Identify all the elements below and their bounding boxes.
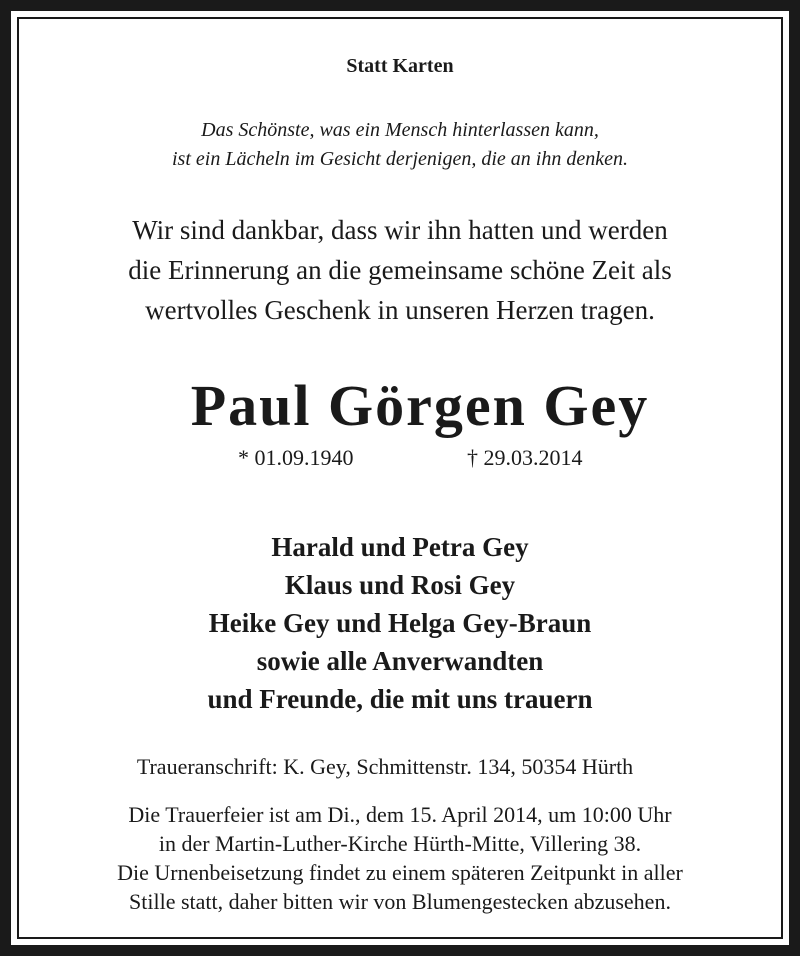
- family-line: Heike Gey und Helga Gey-Braun: [208, 608, 592, 638]
- quote-line: Das Schönste, was ein Mensch hinterlassen kann,: [201, 119, 599, 141]
- ceremony-line: Stille statt, daher bitten wir von Blumengestecken abzusehen.: [129, 889, 671, 914]
- ceremony-line: in der Martin-Luther-Kirche Hürth-Mitte, Villering 38.: [158, 831, 642, 856]
- statt-karten-heading: Statt Karten: [346, 55, 454, 77]
- quote-line: ist ein Lächeln im Gesicht derjenigen, die an ihn denken.: [171, 148, 628, 170]
- ceremony-line: Die Urnenbeisetzung findet zu einem späteren Zeitpunkt in aller: [117, 860, 683, 885]
- family-line: Harald und Petra Gey: [271, 532, 529, 562]
- thanks-line: wertvolles Geschenk in unseren Herzen tragen.: [145, 295, 655, 325]
- thanks-line: die Erinnerung an die gemeinsame schöne Zeit als: [128, 255, 672, 285]
- thanks-line: Wir sind dankbar, dass wir ihn hatten und werden: [132, 215, 668, 245]
- family-line: sowie alle Anverwandten: [256, 646, 544, 676]
- family-line: Klaus und Rosi Gey: [284, 570, 516, 600]
- death-date: † 29.03.2014: [467, 445, 583, 470]
- deceased-name: Paul Görgen Gey: [190, 373, 650, 438]
- ceremony-info: [0, 800, 800, 916]
- family-line: und Freunde, die mit uns trauern: [207, 684, 593, 714]
- ceremony-line: Die Trauerfeier ist am Di., dem 15. April 2014, um 10:00 Uhr: [128, 802, 672, 827]
- thanks-text: [0, 210, 800, 330]
- mourning-address: Traueranschrift: K. Gey, Schmittenstr. 134, 50354 Hürth: [136, 754, 634, 779]
- family-list: [0, 528, 800, 718]
- birth-date: * 01.09.1940: [238, 445, 354, 470]
- memorial-quote: [0, 116, 800, 174]
